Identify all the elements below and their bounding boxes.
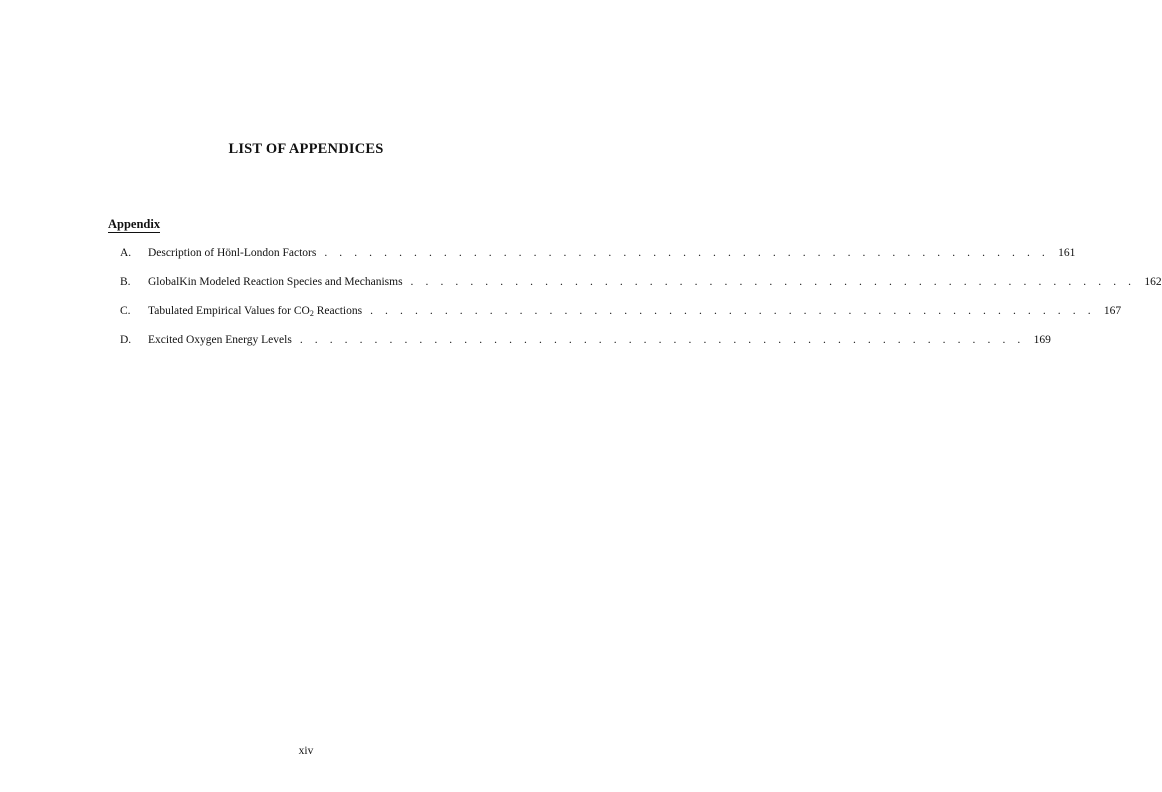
appendix-letter: D. <box>120 334 132 346</box>
appendix-title <box>148 304 362 318</box>
appendix-title-rest: Reactions <box>313 305 363 317</box>
footer-page-number: xiv <box>298 745 314 757</box>
appendix-list <box>108 246 1162 362</box>
appendix-page-number: 169 <box>1033 334 1051 346</box>
page-title: LIST OF APPENDICES <box>228 141 384 157</box>
appendix-letter: C. <box>120 305 131 317</box>
dot-leader: . . . . . . . . . . . . . . . . . . . . . . . . . . . . . . . . . . . . . . . . . . . . . . . . . <box>410 276 1136 288</box>
appendix-entry-a[interactable] <box>108 246 1076 275</box>
appendix-section-heading: Appendix <box>108 217 161 231</box>
appendix-title-main: Tabulated Empirical Values for CO <box>148 305 310 317</box>
appendix-page-number: 162 <box>1144 276 1162 288</box>
appendix-entry-c[interactable] <box>108 304 1122 333</box>
appendix-letter: A. <box>120 247 132 259</box>
appendix-page-number: 167 <box>1103 305 1122 317</box>
appendix-title-subscript: 2 <box>309 309 314 318</box>
dot-leader: . . . . . . . . . . . . . . . . . . . . . . . . . . . . . . . . . . . . . . . . . . . . . . . . . <box>324 247 1050 259</box>
appendix-entry-b[interactable] <box>108 275 1162 304</box>
appendix-letter: B. <box>120 276 131 288</box>
appendix-title: GlobalKin Modeled Reaction Species and Mechanisms <box>148 276 403 288</box>
appendix-title: Excited Oxygen Energy Levels <box>148 334 292 346</box>
appendix-entry-d[interactable] <box>108 333 1051 362</box>
dot-leader: . . . . . . . . . . . . . . . . . . . . . . . . . . . . . . . . . . . . . . . . . . . . . . . . . <box>299 334 1025 346</box>
appendix-title: Description of Hönl-London Factors <box>148 247 317 259</box>
appendix-page-number: 161 <box>1058 247 1076 259</box>
dot-leader: . . . . . . . . . . . . . . . . . . . . . . . . . . . . . . . . . . . . . . . . . . . . . . . . . <box>370 305 1096 317</box>
